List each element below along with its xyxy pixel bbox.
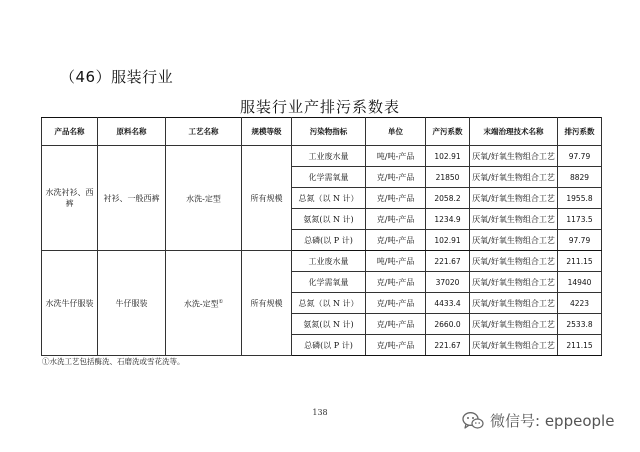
emis-coef-cell: 1955.8: [558, 188, 602, 209]
emis-coef-cell: 14940: [558, 272, 602, 293]
tech-cell: 厌氧/好氧生物组合工艺: [470, 335, 558, 356]
product-cell: 水洗牛仔服装: [42, 251, 98, 356]
header-product: 产品名称: [42, 118, 98, 146]
wechat-icon: [462, 411, 484, 431]
watermark-text: 微信号: eppeople: [490, 412, 615, 430]
tech-cell: 厌氧/好氧生物组合工艺: [470, 314, 558, 335]
unit-cell: 克/吨-产品: [366, 188, 426, 209]
emis-coef-cell: 211.15: [558, 251, 602, 272]
table-title: 服装行业产排污系数表: [239, 98, 400, 116]
tech-cell: 厌氧/好氧生物组合工艺: [470, 272, 558, 293]
pollutant-cell: 氨氮(以 N 计): [292, 209, 366, 230]
emission-coefficient-table: [41, 117, 602, 356]
gen-coef-cell: 2058.2: [426, 188, 470, 209]
process-text: 水洗-定型: [186, 194, 221, 204]
section-title: （46）服装行业: [60, 68, 174, 86]
gen-coef-cell: 21850: [426, 167, 470, 188]
emis-coef-cell: 4223: [558, 293, 602, 314]
header-scale: 规模等级: [242, 118, 292, 146]
gen-coef-cell: 2660.0: [426, 314, 470, 335]
gen-coef-cell: 37020: [426, 272, 470, 293]
pollutant-cell: 工业废水量: [292, 146, 366, 167]
product-cell: 水洗衬衫、西裤: [42, 146, 98, 251]
tech-cell: 厌氧/好氧生物组合工艺: [470, 167, 558, 188]
tech-cell: 厌氧/好氧生物组合工艺: [470, 146, 558, 167]
page-number: 138: [312, 408, 328, 417]
unit-cell: 克/吨-产品: [366, 167, 426, 188]
pollutant-cell: 氨氮(以 N 计): [292, 314, 366, 335]
header-process: 工艺名称: [166, 118, 242, 146]
header-tech: 末端治理技术名称: [470, 118, 558, 146]
pollutant-cell: 化学需氧量: [292, 272, 366, 293]
header-pollutant: 污染物指标: [292, 118, 366, 146]
gen-coef-cell: 221.67: [426, 335, 470, 356]
pollutant-cell: 总磷(以 P 计): [292, 230, 366, 251]
unit-cell: 克/吨-产品: [366, 293, 426, 314]
process-cell: [166, 251, 242, 356]
tech-cell: 厌氧/好氧生物组合工艺: [470, 230, 558, 251]
unit-cell: 克/吨-产品: [366, 209, 426, 230]
process-footnote-mark: ①: [218, 298, 224, 305]
process-cell: [166, 146, 242, 251]
emis-coef-cell: 2533.8: [558, 314, 602, 335]
gen-coef-cell: 102.91: [426, 230, 470, 251]
gen-coef-cell: 102.91: [426, 146, 470, 167]
pollutant-cell: 工业废水量: [292, 251, 366, 272]
scale-cell: 所有规模: [242, 251, 292, 356]
header-emis-coef: 排污系数: [558, 118, 602, 146]
gen-coef-cell: 4433.4: [426, 293, 470, 314]
emis-coef-cell: 97.79: [558, 230, 602, 251]
material-cell: 衬衫、一般西裤: [98, 146, 166, 251]
unit-cell: 吨/吨-产品: [366, 146, 426, 167]
emis-coef-cell: 211.15: [558, 335, 602, 356]
table-footnote: ①水洗工艺包括酶洗、石磨洗或雪花洗等。: [42, 357, 185, 366]
unit-cell: 克/吨-产品: [366, 335, 426, 356]
pollutant-cell: 化学需氧量: [292, 167, 366, 188]
header-gen-coef: 产污系数: [426, 118, 470, 146]
tech-cell: 厌氧/好氧生物组合工艺: [470, 293, 558, 314]
unit-cell: 吨/吨-产品: [366, 251, 426, 272]
table-row: [42, 146, 602, 167]
gen-coef-cell: 1234.9: [426, 209, 470, 230]
material-cell: 牛仔服装: [98, 251, 166, 356]
gen-coef-cell: 221.67: [426, 251, 470, 272]
emis-coef-cell: 1173.5: [558, 209, 602, 230]
unit-cell: 克/吨-产品: [366, 272, 426, 293]
table-row: [42, 251, 602, 272]
tech-cell: 厌氧/好氧生物组合工艺: [470, 209, 558, 230]
emis-coef-cell: 8829: [558, 167, 602, 188]
process-text: 水洗-定型: [183, 299, 219, 309]
header-material: 原料名称: [98, 118, 166, 146]
scale-cell: 所有规模: [242, 146, 292, 251]
tech-cell: 厌氧/好氧生物组合工艺: [470, 188, 558, 209]
header-unit: 单位: [366, 118, 426, 146]
tech-cell: 厌氧/好氧生物组合工艺: [470, 251, 558, 272]
emis-coef-cell: 97.79: [558, 146, 602, 167]
wechat-watermark: [462, 410, 614, 431]
unit-cell: 克/吨-产品: [366, 314, 426, 335]
pollutant-cell: 总磷(以 P 计): [292, 335, 366, 356]
pollutant-cell: 总氮（以 N 计）: [292, 293, 366, 314]
table-header-row: [42, 118, 602, 146]
pollutant-cell: 总氮（以 N 计）: [292, 188, 366, 209]
unit-cell: 克/吨-产品: [366, 230, 426, 251]
